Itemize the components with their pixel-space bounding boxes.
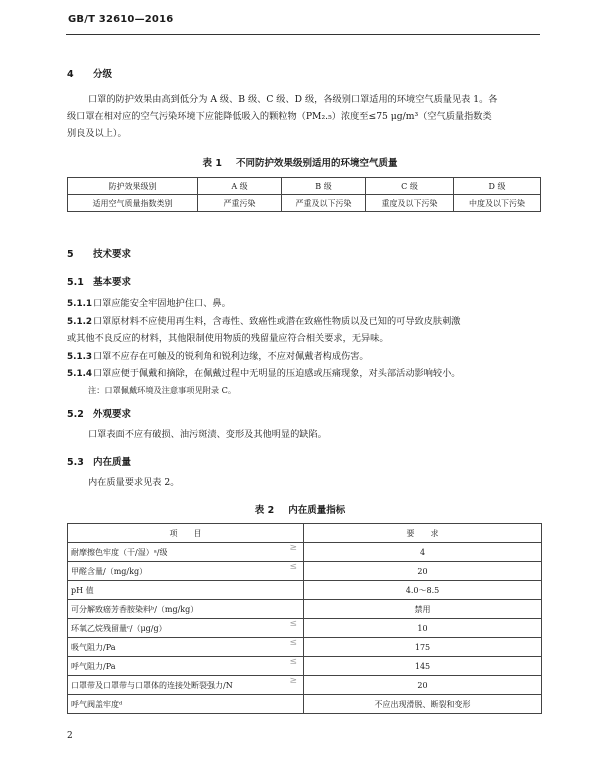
table-1-caption-number: 表 1 — [202, 158, 222, 169]
table-row — [68, 619, 542, 638]
table-cell-item — [68, 657, 304, 676]
table-cell-requirement: 4.0～8.5 — [304, 581, 542, 600]
clause-5-1-1-text: 口罩应能安全牢固地护住口、鼻。 — [93, 298, 231, 309]
table-header-cell: 项 目 — [68, 524, 304, 543]
section-5-3-title: 内在质量 — [93, 457, 132, 468]
table-cell: 重度及以下污染 — [366, 195, 454, 212]
table-cell-requirement: 20 — [304, 676, 542, 695]
clause-5-1-2-text-line1: 口罩原材料不应使用再生料，含毒性、致癌性或潜在致癌性物质以及已知的可导致皮肤刺激 — [93, 316, 461, 327]
comparison-symbol: ≤ — [289, 562, 297, 572]
clause-5-1-3 — [67, 348, 369, 366]
clause-5-1-2-number: 5.1.2 — [67, 317, 93, 327]
item-text: 耐摩擦色牢度（干/湿）ᵃ/级 — [71, 547, 168, 557]
item-text: 吸气阻力/Pa — [71, 642, 116, 652]
table-row — [68, 562, 542, 581]
clause-5-1-1 — [67, 295, 231, 313]
clause-5-1-4 — [67, 365, 461, 383]
table-cell: 严重及以下污染 — [282, 195, 366, 212]
section-5-2-title: 外观要求 — [93, 409, 132, 420]
section-5-heading — [67, 246, 131, 260]
table-2-caption — [0, 502, 600, 516]
comparison-symbol: ≤ — [289, 657, 297, 667]
table-cell: C 级 — [366, 178, 454, 195]
table-cell: 适用空气质量指数类别 — [68, 195, 198, 212]
table-row — [68, 195, 541, 212]
table-cell: 严重污染 — [198, 195, 282, 212]
comparison-symbol: ≤ — [289, 638, 297, 648]
section-5-title: 技术要求 — [93, 249, 132, 260]
clause-5-1-3-number: 5.1.3 — [67, 352, 93, 362]
item-text: 环氧乙烷残留量ᶜ/（μg/g） — [71, 623, 167, 633]
section-5-2-number: 5.2 — [67, 409, 84, 420]
table-row — [68, 676, 542, 695]
table-cell-requirement: 10 — [304, 619, 542, 638]
item-text: 口罩带及口罩带与口罩体的连接处断裂强力/N — [71, 680, 233, 690]
clause-5-1-2-text-line2: 或其他不良反应的材料，其他限制使用物质的残留量应符合相关要求，无异味。 — [67, 333, 389, 344]
table-2-caption-title: 内在质量指标 — [288, 505, 346, 516]
table-row — [68, 638, 542, 657]
section-5-1-number: 5.1 — [67, 277, 84, 288]
comparison-symbol: ≥ — [289, 676, 297, 686]
section-5-3-text: 内在质量要求见表 2。 — [88, 477, 180, 488]
table-cell-item — [68, 543, 304, 562]
table-cell-item — [68, 562, 304, 581]
section-4-title: 分级 — [93, 69, 113, 80]
section-5-1-title: 基本要求 — [93, 277, 132, 288]
table-1-caption-title: 不同防护效果级别适用的环境空气质量 — [235, 158, 398, 169]
table-cell-item — [68, 695, 304, 714]
table-row — [68, 600, 542, 619]
item-text: 甲醛含量/（mg/kg） — [71, 566, 148, 576]
page-number: 2 — [67, 731, 73, 741]
comparison-symbol: ≥ — [289, 543, 297, 553]
section-5-3-number: 5.3 — [67, 457, 84, 468]
table-cell-item — [68, 600, 304, 619]
table-cell-item — [68, 676, 304, 695]
table-2 — [67, 523, 542, 714]
table-cell-item — [68, 638, 304, 657]
item-text: 呼气阀盖牢度ᵈ — [71, 699, 123, 709]
comparison-symbol: ≤ — [289, 619, 297, 629]
table-2-caption-number: 表 2 — [254, 505, 275, 516]
table-cell-item — [68, 619, 304, 638]
item-text: pH 值 — [71, 585, 94, 595]
table-cell-item — [68, 581, 304, 600]
table-row — [68, 543, 542, 562]
section-5-3-heading — [67, 454, 131, 468]
clause-5-1-4-text: 口罩应便于佩戴和摘除，在佩戴过程中无明显的压迫感或压痛现象，对头部活动影响较小。 — [93, 368, 461, 379]
section-5-2-text: 口罩表面不应有破损、油污斑渍、变形及其他明显的缺陷。 — [88, 429, 327, 440]
table-1 — [67, 177, 541, 212]
header-rule — [66, 34, 540, 35]
table-cell: B 级 — [282, 178, 366, 195]
table-cell-requirement: 禁用 — [304, 600, 542, 619]
table-row — [68, 657, 542, 676]
table-row — [68, 581, 542, 600]
table-header-cell: 要 求 — [304, 524, 542, 543]
section-4-heading — [67, 66, 112, 80]
table-cell: 防护效果级别 — [68, 178, 198, 195]
section-5-1-heading — [67, 274, 131, 288]
section-5-2-heading — [67, 406, 131, 420]
table-cell: 中度及以下污染 — [454, 195, 541, 212]
section-4-para-line1: 口罩的防护效果由高到低分为 A 级、B 级、C 级、D 级，各级别口罩适用的环境空气质量见表 1。各 — [88, 94, 498, 105]
table-cell-requirement: 20 — [304, 562, 542, 581]
clause-5-1-3-text: 口罩不应存在可触及的锐利角和锐利边缘，不应对佩戴者构成伤害。 — [93, 351, 369, 362]
table-cell-requirement: 不应出现滑脱、断裂和变形 — [304, 695, 542, 714]
item-text: 可分解致癌芳香胺染料ᵇ/（mg/kg） — [71, 604, 199, 614]
clause-5-1-4-number: 5.1.4 — [67, 369, 93, 379]
table-cell: A 级 — [198, 178, 282, 195]
section-4-para-line2: 级口罩在相对应的空气污染环境下应能降低吸入的颗粒物（PM₂.₅）浓度至≤75 μg/m³（空气质量指数类 — [67, 111, 492, 122]
table-1-caption — [0, 155, 600, 169]
clause-5-1-1-number: 5.1.1 — [67, 299, 93, 309]
table-cell-requirement: 4 — [304, 543, 542, 562]
table-cell-requirement: 145 — [304, 657, 542, 676]
table-row — [68, 178, 541, 195]
section-4-para-line3: 别良及以上）。 — [67, 128, 127, 139]
standard-code-header: GB/T 32610—2016 — [68, 14, 174, 25]
item-text: 呼气阻力/Pa — [71, 661, 116, 671]
table-row — [68, 524, 542, 543]
table-cell: D 级 — [454, 178, 541, 195]
table-row — [68, 695, 542, 714]
section-5-number: 5 — [67, 249, 74, 260]
table-cell-requirement: 175 — [304, 638, 542, 657]
clause-5-1-2 — [67, 313, 461, 331]
note: 注：口罩佩戴环境及注意事项见附录 C。 — [88, 385, 237, 395]
section-4-number: 4 — [67, 69, 74, 80]
